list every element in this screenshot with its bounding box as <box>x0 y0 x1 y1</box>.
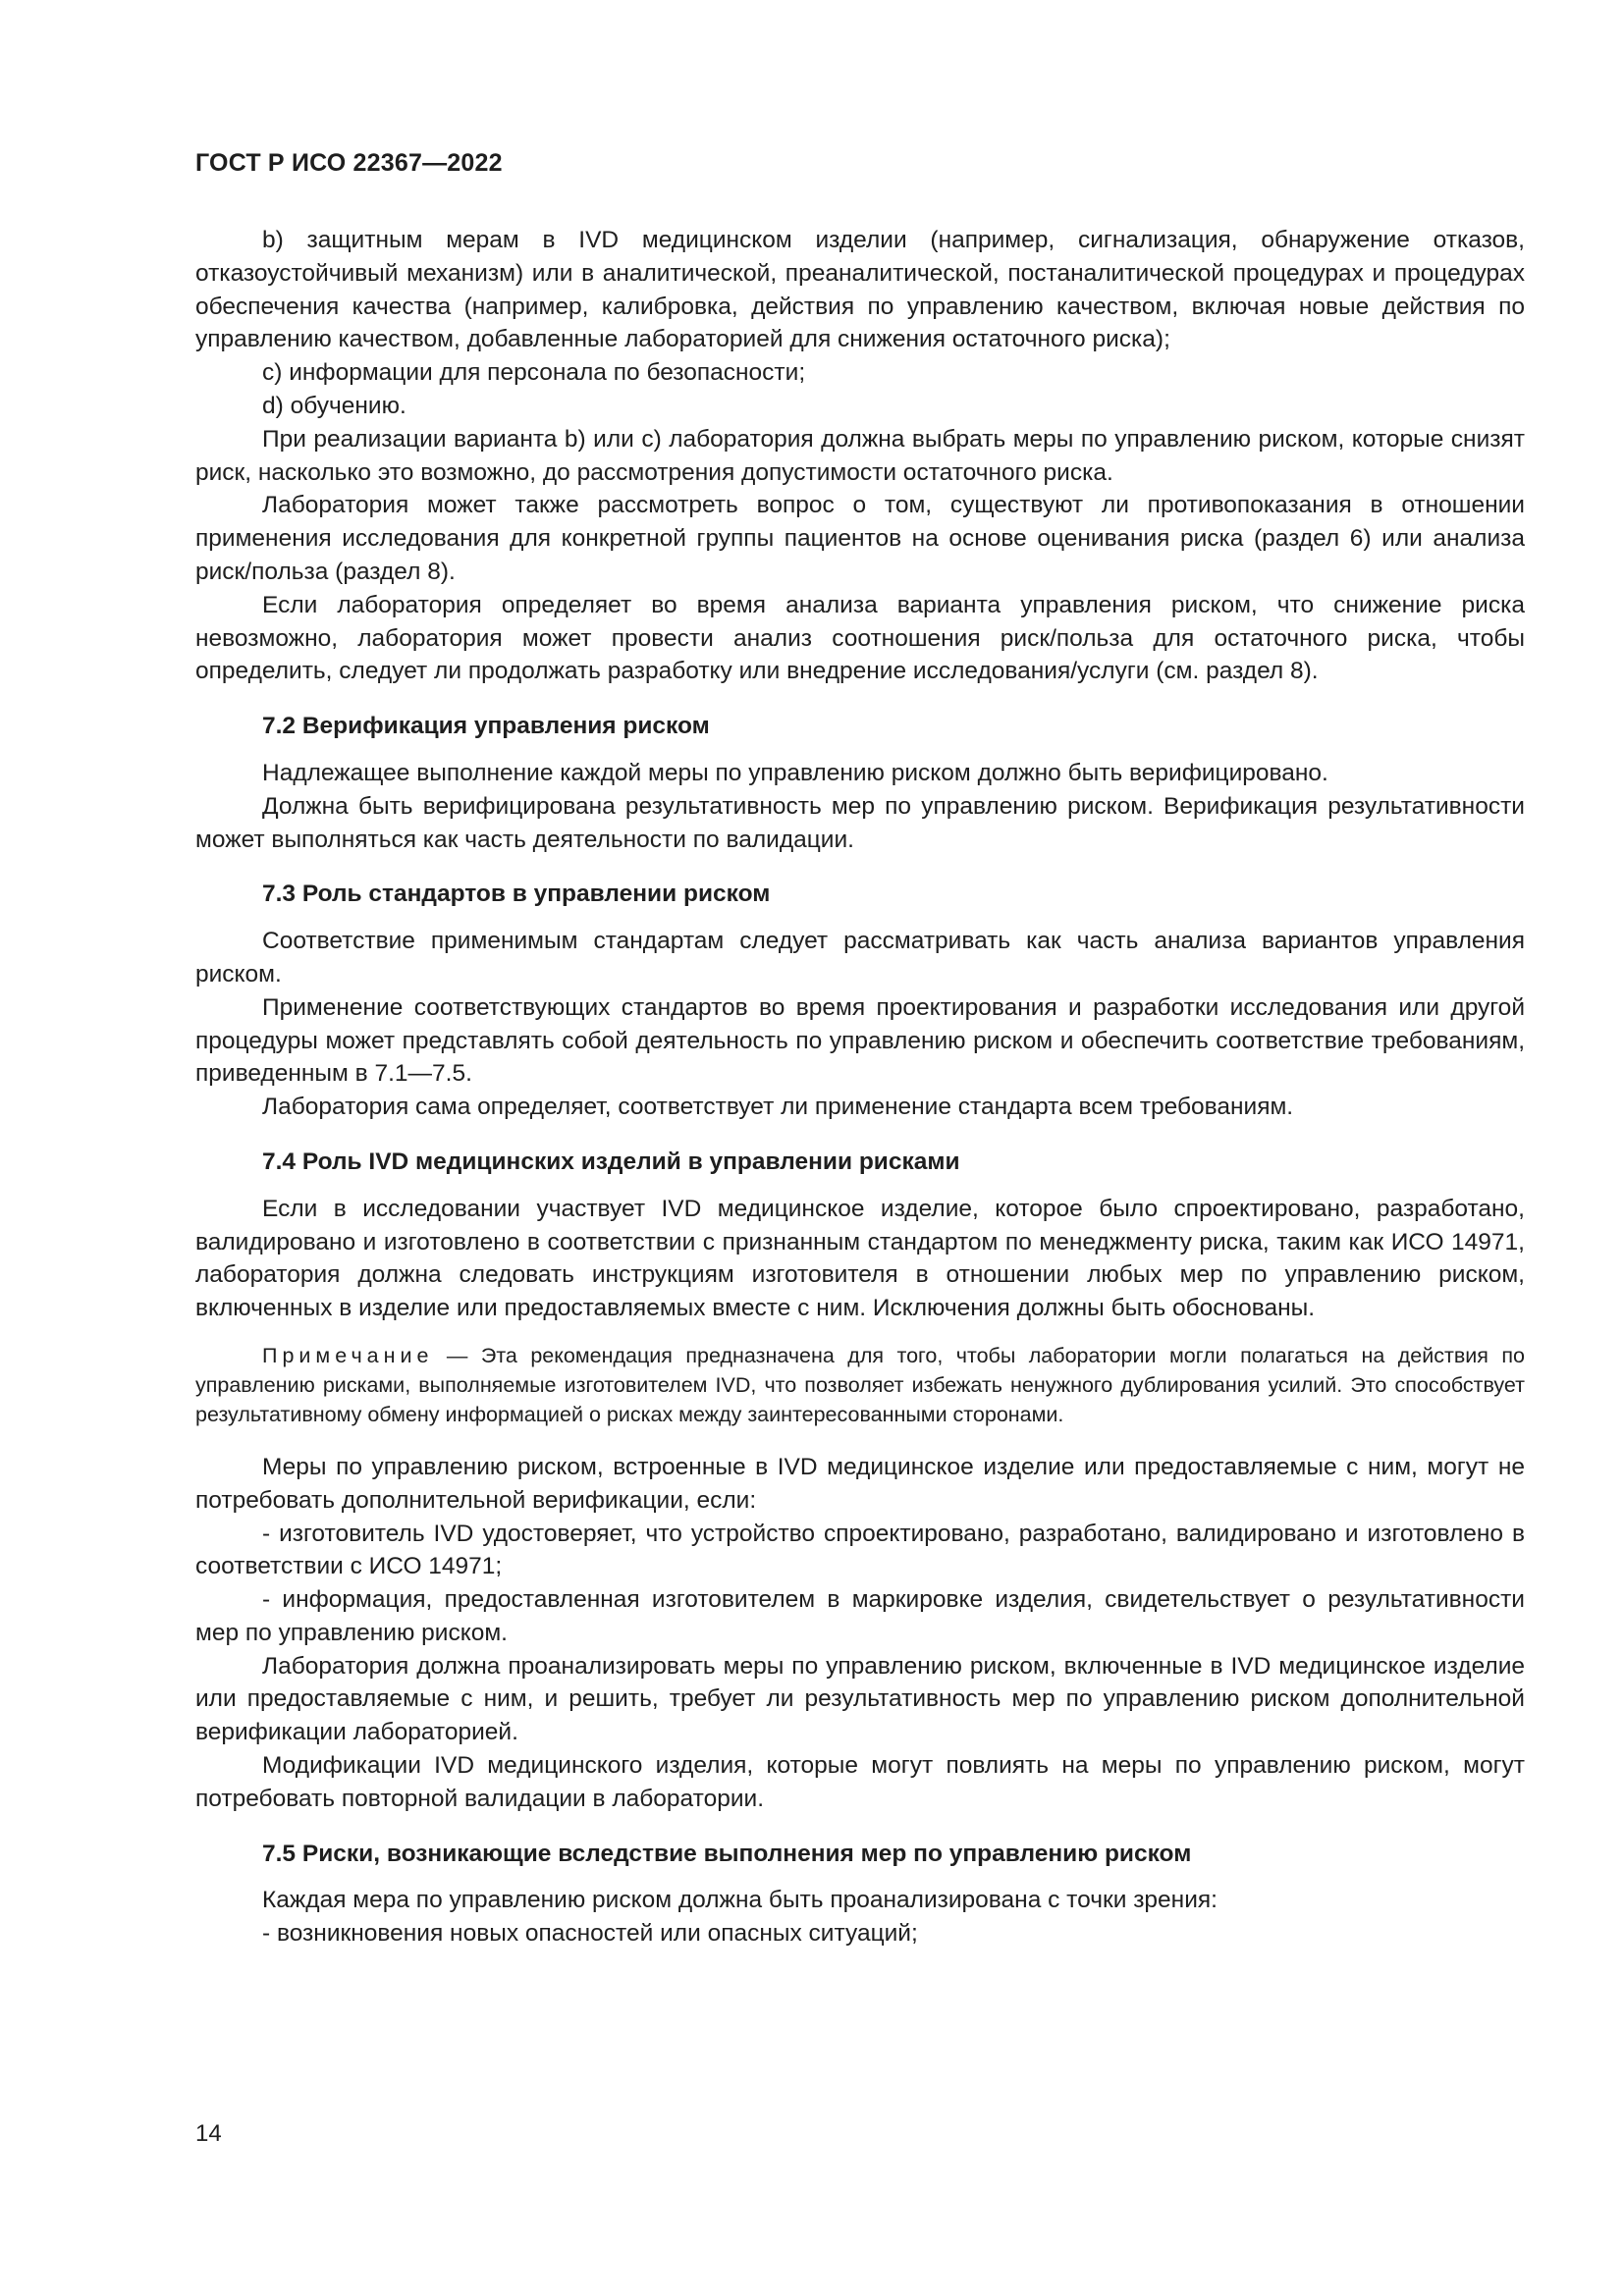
section-heading-7-5: 7.5 Риски, возникающие вследствие выполнения мер по управлению риском <box>262 1840 1192 1867</box>
section-heading-7-2: 7.2 Верификация управления риском <box>262 713 710 740</box>
paragraph: Модификации IVD медицинского изделия, которые могут повлиять на меры по управлению риском, могут потребовать повторной валидации в лаборатории. <box>195 1752 1525 1812</box>
list-item: d) обучению. <box>262 392 406 419</box>
paragraph: Лаборатория должна проанализировать меры по управлению риском, включенные в IVD медицинское изделие или предоставляемые с ним, и решить, требует ли результативность мер по управлению риском дополнительной верификации лабораторией. <box>195 1652 1525 1746</box>
paragraph: Меры по управлению риском, встроенные в IVD медицинское изделие или предоставляемые с ним, могут не потребовать дополнительной верификации, если: <box>195 1453 1525 1514</box>
paragraph: Если в исследовании участвует IVD медицинское изделие, которое было спроектировано, разработано, валидировано и изготовлено в соответствии с признанным стандартом по менеджменту риска, таким как ИСО 14971, лаборатория должна следовать инструкциям изготовителя в отношении любых мер по управлению риском, включенных в изделие или предоставляемых вместе с ним. Исключения должны быть обоснованы. <box>195 1195 1525 1322</box>
paragraph: Лаборатория может также рассмотреть вопрос о том, существуют ли противопоказания в отношении применения исследования для конкретной группы пациентов на основе оценивания риска (раздел 6) или анализа риск/польза (раздел 8). <box>195 492 1525 585</box>
document-header: ГОСТ Р ИСО 22367—2022 <box>195 149 503 177</box>
section-heading-7-3: 7.3 Роль стандартов в управлении риском <box>262 881 771 908</box>
paragraph: Каждая мера по управлению риском должна быть проанализирована с точки зрения: <box>262 1887 1218 1914</box>
paragraph: Должна быть верифицирована результативность мер по управлению риском. Верификация результативности может выполняться как часть деятельности по валидации. <box>195 792 1525 853</box>
note-text: — Эта рекомендация предназначена для того, чтобы лаборатории могли полагаться на действия по управлению рисками, выполняемые изготовителем IVD, что позволяет избежать ненужного дублирования усилий. Это способствует результативному обмену информацией о рисках между заинтересованными сторонами. <box>195 1343 1525 1426</box>
paragraph: Лаборатория сама определяет, соответствует ли применение стандарта всем требованиям. <box>262 1094 1294 1121</box>
list-item: - изготовитель IVD удостоверяет, что устройство спроектировано, разработано, валидировано и изготовлено в соответствии с ИСО 14971; <box>195 1520 1525 1580</box>
paragraph: Соответствие применимым стандартам следует рассматривать как часть анализа вариантов управления риском. <box>195 928 1525 988</box>
section-heading-7-4: 7.4 Роль IVD медицинских изделий в управлении рисками <box>262 1148 960 1175</box>
list-item: - информация, предоставленная изготовителем в маркировке изделия, свидетельствует о результативности мер по управлению риском. <box>195 1586 1525 1646</box>
note-label: Примечание <box>262 1343 434 1367</box>
paragraph: Надлежащее выполнение каждой меры по управлению риском должно быть верифицировано. <box>262 759 1328 786</box>
note <box>195 1341 1525 1429</box>
list-item: - возникновения новых опасностей или опасных ситуаций; <box>262 1920 918 1948</box>
paragraph: b) защитным мерам в IVD медицинском изделии (например, сигнализация, обнаружение отказов, отказоустойчивый механизм) или в аналитической, преаналитической, постаналитической процедурах и процедурах обеспечения качества (например, калибровка, действия по управлению качеством, включая новые действия по управлению качеством, добавленные лабораторией для снижения остаточного риска); <box>195 227 1525 353</box>
document-body <box>195 224 1525 1950</box>
page-number: 14 <box>195 2120 222 2147</box>
paragraph: При реализации варианта b) или c) лаборатория должна выбрать меры по управлению риском, которые снизят риск, насколько это возможно, до рассмотрения допустимости остаточного риска. <box>195 425 1525 486</box>
paragraph: Применение соответствующих стандартов во время проектирования и разработки исследования или другой процедуры может представлять собой деятельность по управлению риском и обеспечить соответствие требованиям, приведенным в 7.1—7.5. <box>195 993 1525 1088</box>
list-item: c) информации для персонала по безопасности; <box>262 359 806 387</box>
paragraph: Если лаборатория определяет во время анализа варианта управления риском, что снижение риска невозможно, лаборатория может провести анализ соотношения риск/польза для остаточного риска, чтобы определить, следует ли продолжать разработку или внедрение исследования/услуги (см. раздел 8). <box>195 591 1525 685</box>
